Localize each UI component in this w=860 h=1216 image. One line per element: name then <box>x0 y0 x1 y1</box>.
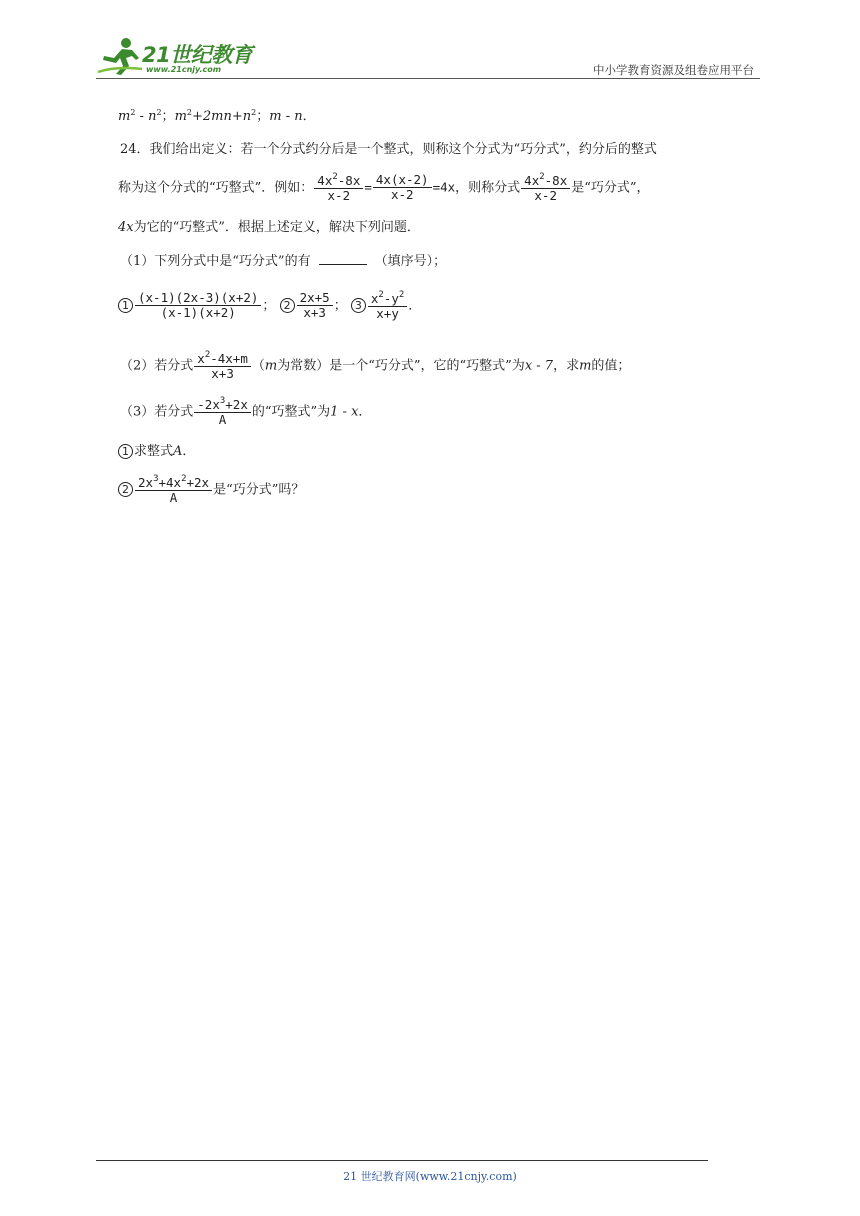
part-3-sub-1: 1 求整式A． <box>118 444 195 460</box>
logo-url: www.21cnjy.com <box>146 65 222 74</box>
previous-answer: $m^2 - n^2$；$m^2+2mn+n^2$；m - n． <box>118 108 316 124</box>
page-header <box>96 30 760 80</box>
part-3-fraction: $\frac{-2x^3+2x}{A}$ <box>194 396 251 428</box>
logo-text: 21世纪教育 <box>142 43 253 67</box>
option-3-marker: 3 <box>351 298 366 313</box>
header-divider <box>96 78 760 79</box>
footer-divider <box>96 1160 708 1161</box>
question-24-example: 称为这个分式的“巧整式”．例如： $\frac{4x^2-8x}{x-2}$ = $\frac{4x(x-2)}{x-2}$ =4x，则称分式 $\frac{4x^2-8x}{x-2}$ 是“巧分式”， <box>118 172 650 204</box>
answer-blank[interactable] <box>319 255 367 265</box>
question-24-intro: 24．我们给出定义：若一个分式约分后是一个整式，则称这个分式为“巧分式”，约分后的整式 <box>120 142 657 157</box>
part-1-prompt: （1）下列分式中是“巧分式”的有 （填序号）； <box>120 254 447 269</box>
part-1-options: 1 $\frac{(x-1)(2x-3)(x+2)}{(x-1)(x+2)}$ ； 2 $\frac{2x+5}{x+3}$ ； 3 $\frac{x^2-y^2}{x+y}$ ． <box>118 290 421 322</box>
part-3-sub-2: 2 $\frac{2x^3+4x^2+2x}{A}$ 是“巧分式”吗？ <box>118 474 304 506</box>
runner-logo-icon <box>96 36 144 76</box>
example-fraction-2: $\frac{4x(x-2)}{x-2}$ <box>373 173 432 203</box>
part-2-prompt: （2）若分式 $\frac{x^2-4x+m}{x+3}$ （m为常数）是一个“巧分式”，它的“巧整式”为x - 7，求m的值； <box>120 350 631 382</box>
question-24-definition: 4x为它的“巧整式”．根据上述定义，解决下列问题． <box>118 220 420 235</box>
sub-2-marker: 2 <box>118 482 133 497</box>
option-2-marker: 2 <box>280 298 295 313</box>
footer-link[interactable]: 21 世纪教育网(www.21cnjy.com) <box>343 1170 517 1183</box>
sub-2-fraction: $\frac{2x^3+4x^2+2x}{A}$ <box>135 474 212 506</box>
option-2-fraction: $\frac{2x+5}{x+3}$ <box>297 291 333 321</box>
example-fraction-3: $\frac{4x^2-8x}{x-2}$ <box>521 172 570 204</box>
platform-name: 中小学教育资源及组卷应用平台 <box>593 63 754 77</box>
site-logo[interactable] <box>96 36 266 80</box>
part-3-prompt: （3）若分式 $\frac{-2x^3+2x}{A}$ 的“巧整式”为1 - x． <box>120 396 372 428</box>
option-1-marker: 1 <box>118 298 133 313</box>
part-2-fraction: $\frac{x^2-4x+m}{x+3}$ <box>194 350 251 382</box>
option-3-fraction: $\frac{x^2-y^2}{x+y}$ <box>368 290 407 322</box>
sub-1-marker: 1 <box>118 444 133 459</box>
example-fraction-1: $\frac{4x^2-8x}{x-2}$ <box>314 172 363 204</box>
option-1-fraction: $\frac{(x-1)(2x-3)(x+2)}{(x-1)(x+2)}$ <box>135 291 261 321</box>
